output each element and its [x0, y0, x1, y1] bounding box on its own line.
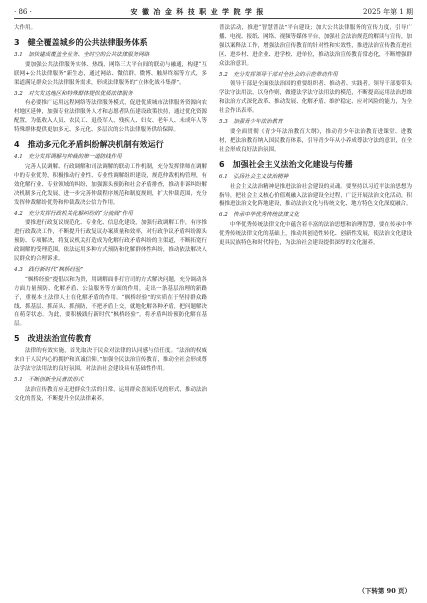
paragraph: 要推进行政复议规范化、专业化、信息化建设，加强行政调解工作，有序推进行政裁决工作，不断提升行政复议办案质量和效率，对行政争议矛盾纠纷源头预防、专项解决，将复议机关打造成为化解行政矛盾纠纷的主渠道，不断拓宽行政调解的受理范围，依法运用多种方式预防和化解群体性纠纷，推动依法解决人民群众的合理诉求。 — [14, 220, 207, 263]
subsection-heading: 4.2 充分发挥行政机关化解纠纷的“分流阀”作用 — [14, 210, 133, 217]
subsection-heading: 6.2 传承中华优秀传统法律文化 — [219, 212, 300, 219]
paragraph: 法治宣传教育应走进群众生活的日常，运用群众喜闻乐见的形式，推动法治文化的普及，不断提升全民法律素养。 — [14, 386, 207, 402]
paragraph: “枫桥经验”提倡以和为贵，用调解面非打官司的方式解决问题，充分调动各方面力量预防、化解矛盾、公益服务等方面的作用，走出一条基层治理的新路子，重视本土法律人士在化解矛盾的作用。“枫桥经验”的实质在于坚持群众路线、抓基层、抓苗头、抓预防，不把矛盾上交，就地化解各种矛盾，把问题解决在萌芽状态。为此，要积极践行新时代“枫桥经验”，将矛盾纠纷预防化解在基层。 — [14, 276, 207, 328]
subsection-heading: 5.1 不断创新全民普法形式 — [14, 377, 84, 383]
subsection-heading: 3.1 加快建成覆盖全业务、全时空的公共法律服务网络 — [14, 51, 150, 58]
paragraph: 中华优秀传统法律文化中蕴含着丰富的法治思想和治理智慧，要在传承中华优秀传统法律文化的基础上，推动其创造性转化、创新性发展，使法治文化建设更具民族特色和时代特色，为法治社会建设提供深厚的文化滋养。 — [219, 222, 412, 247]
subsection-heading: 4.1 充分发挥调解与仲裁的第一道防线作用 — [14, 154, 122, 161]
paragraph: 法律的有效实施，首先取决于民众对法律的认同感与信任度。“法治的权威来自于人民内心的拥护和真诚信仰。”加强全民法治宣传教育，推动全社会形成尊法学法守法用法的良好氛围，对法治社会建设具有基础性作用。 — [14, 348, 207, 373]
paragraph: 要全面贯彻《青少年法治教育大纲》，推动青少年法治教育进课堂、进教材，把法治教育纳入国民教育体系，引导青少年从小养成尊法守法的意识，在全社会形成良好法治氛围。 — [219, 128, 412, 153]
paragraph: 领导干部是全面依法治国的重要组织者、推动者、实践者。领导干部要带头学法守法用法，以身作则，做遵法学法守法用法的模范，不断提高运用法治思维和法治方式深化改革、推动发展、化解矛盾、维护稳定、应对风险的能力，为全社会作出表率。 — [219, 81, 412, 115]
paragraph: 有必要推广运用远程网络等法律服务模式，促进优质城市法律服务资源向农村地区延伸，加强专业法律服务人才和志愿者队伍建设政策扶持，通过优化资源配置，为低收入人员、农民工、退役军人、残疾人、妇女、老年人、未成年人等特殊群体提供更加多元、多元化、多层次的公共法律服务供给保障。 — [14, 100, 207, 134]
running-header — [14, 6, 413, 19]
subsection-heading: 5.2 充分发挥领导干部对全社会的示范带动作用 — [219, 71, 338, 78]
paragraph: 完善人民调解、行政调解和司法调解的联动工作机制，充分发挥律师在调解中的专业优势，积极推动行业性、专业性调解组织建设，规范仲裁机构管理，有效化解行业、专业领域的纠纷，加强源头预防和社会矛盾排查，推动非诉纠纷解决机制多元化发展，进一步完善仲裁程序规范和制度规则，扩大仲裁范围，充分发挥仲裁解纷优势和仲裁裁决公信力作用。 — [14, 163, 207, 206]
issue-label: 2025 年第 1 期 — [363, 8, 413, 16]
paragraph: 普法活动，推进“智慧普法”平台建设；加大公共法律服务的宣传力度，引导广播、电视、报纸、网络、视频等媒体平台，加强社会法治规范的解读与宣传，加强以案释法工作，增强法治宣传教育的针对性和实效性，推进法治宣传教育进社区、进乡村、进企业、进学校、进单位，推动法治宣传教育常态化，不断增强群众法治意识。 — [219, 25, 412, 67]
continuation-note: （下转第 90 页） — [358, 587, 411, 595]
section-heading: 5 改进法治宣传教育 — [14, 334, 92, 344]
right-column — [219, 24, 412, 584]
section-heading: 6 加强社会主义法治文化建设与传播 — [219, 159, 353, 169]
section-heading: 4 推动多元化矛盾纠纷解决机制有效运行 — [14, 140, 164, 150]
subsection-heading: 6.1 弘扬社会主义法治精神 — [219, 173, 289, 180]
subsection-heading: 3.2 对欠发达地区和特殊群体提供优质法律服务 — [14, 90, 133, 97]
subsection-heading: 4.3 践行新时代“枫桥经验” — [14, 266, 84, 273]
paragraph: 社会主义法治精神是推进法治社会建设的灵魂。要坚持以习近平法治思想为指导，把社会主义核心价值观融入法治建设全过程，广泛开展法治文化活动，积极推进法治文化阵地建设，推动法治文化与传统文化、地方特色文化深度融合。 — [219, 183, 412, 208]
paragraph: 大作用。 — [14, 25, 37, 31]
page-number: · 86 · — [14, 8, 32, 16]
journal-title: 安 徽 冶 金 科 技 职 业 学 院 学 报 — [130, 7, 265, 16]
section-heading: 3 健全覆盖城乡的公共法律服务体系 — [14, 37, 148, 47]
left-column — [14, 24, 207, 584]
paragraph: 要加强公共法律服务实体、热线、网络三大平台间的联动与融通，构建“互联网+公共法律服务”新生态，通过网站、微信群、微博、触屏终端等方式，多渠道满足群众公共法律服务需求，形成法律服务的“立体化战斗集群”。 — [14, 61, 207, 86]
subsection-heading: 5.3 加强青少年法治教育 — [219, 119, 283, 126]
